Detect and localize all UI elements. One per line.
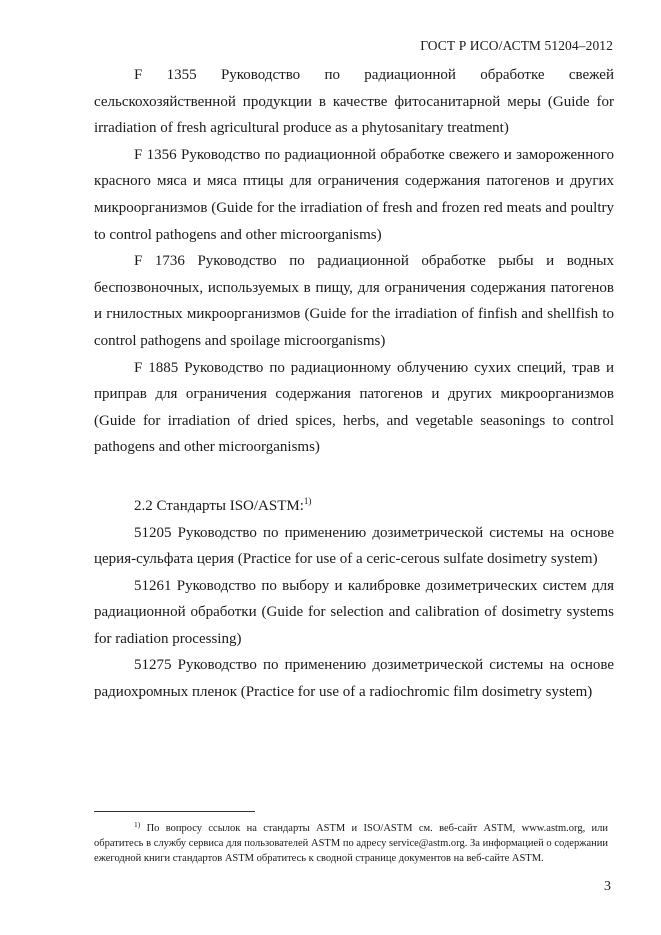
standard-code: 51205 [134,524,172,541]
reference-code: F 1356 [134,146,177,163]
reference-text: Руководство по радиационной обработке свежей сельскохозяйственной продукции в качестве фитосанитарной меры (Guide for irradiation of fresh agricultural produce as a phytosanitary treatment) [94,67,614,137]
standard-code: 51275 [134,657,172,674]
footnote-number: 1) [134,820,141,829]
standard-text: Руководство по выбору и калибровке дозиметрических систем для радиационной обработки (Guide for selection and calibration of dosimetry systems for radiation processing) [94,577,614,647]
reference-code: F 1355 [134,67,197,83]
page-number: 3 [604,879,611,894]
reference-text: Руководство по радиационной обработке рыбы и водных беспозвоночных, используемых в пищу, для ограничения содержания патогенов и гнилостных микроорганизмов (Guide for the irradiation of finfish and shellfish to control pathogens and spoilage microorganisms) [94,253,615,349]
reference-text: Руководство по радиационному облучению сухих специй, трав и приправ для ограничения содержания патогенов и других микроорганизмов (Guide for irradiation of dried spices, herbs, and vegetable seasonings to control pathogens and other microorganisms) [94,359,615,456]
reference-f1356 [94,142,614,248]
section-spacer [94,461,614,488]
reference-code: F 1885 [134,359,179,376]
standard-text: Руководство по применению дозиметрической системы на основе церия-сульфата церия (Practice for use of a ceric-cerous sulfate dosimetry system) [94,524,614,568]
reference-code: F 1736 [134,253,185,270]
standard-code: 51261 [134,577,172,594]
standard-51205 [94,520,614,573]
standard-text: Руководство по применению дозиметрической системы на основе радиохромных пленок (Practice for use of a radiochromic film dosimetry system) [94,657,614,701]
reference-f1355 [94,62,614,142]
footnote-text: По вопросу ссылок на стандарты ASTM и ISO/ASTM см. веб-сайт ASTM, www.astm.org, или обратитесь в службу сервиса для пользователей ASTM по адресу service@astm.org. За информацией о содержании ежегодной книги стандартов ASTM обратитесь к сводной странице документов на веб-сайте ASTM. [94,823,609,864]
section-heading-text: 2.2 Стандарты ISO/ASTM: [134,497,304,514]
reference-f1736 [94,248,614,354]
section-heading [94,488,614,520]
standard-51275 [94,652,614,705]
reference-f1885 [94,355,614,461]
footnote-marker: 1) [303,495,312,506]
footnote-divider [94,811,255,812]
page-header: ГОСТ Р ИСО/АСТМ 51204–2012 [420,38,613,53]
main-text [94,62,614,706]
footnote [94,817,608,866]
standard-51261 [94,573,614,653]
reference-text: Руководство по радиационной обработке свежего и замороженного красного мяса и мяса птицы для ограничения содержания патогенов и других микроорганизмов (Guide for the irradiation of fresh and frozen red meats and poultry to control pathogens and other microorganisms) [94,146,614,243]
